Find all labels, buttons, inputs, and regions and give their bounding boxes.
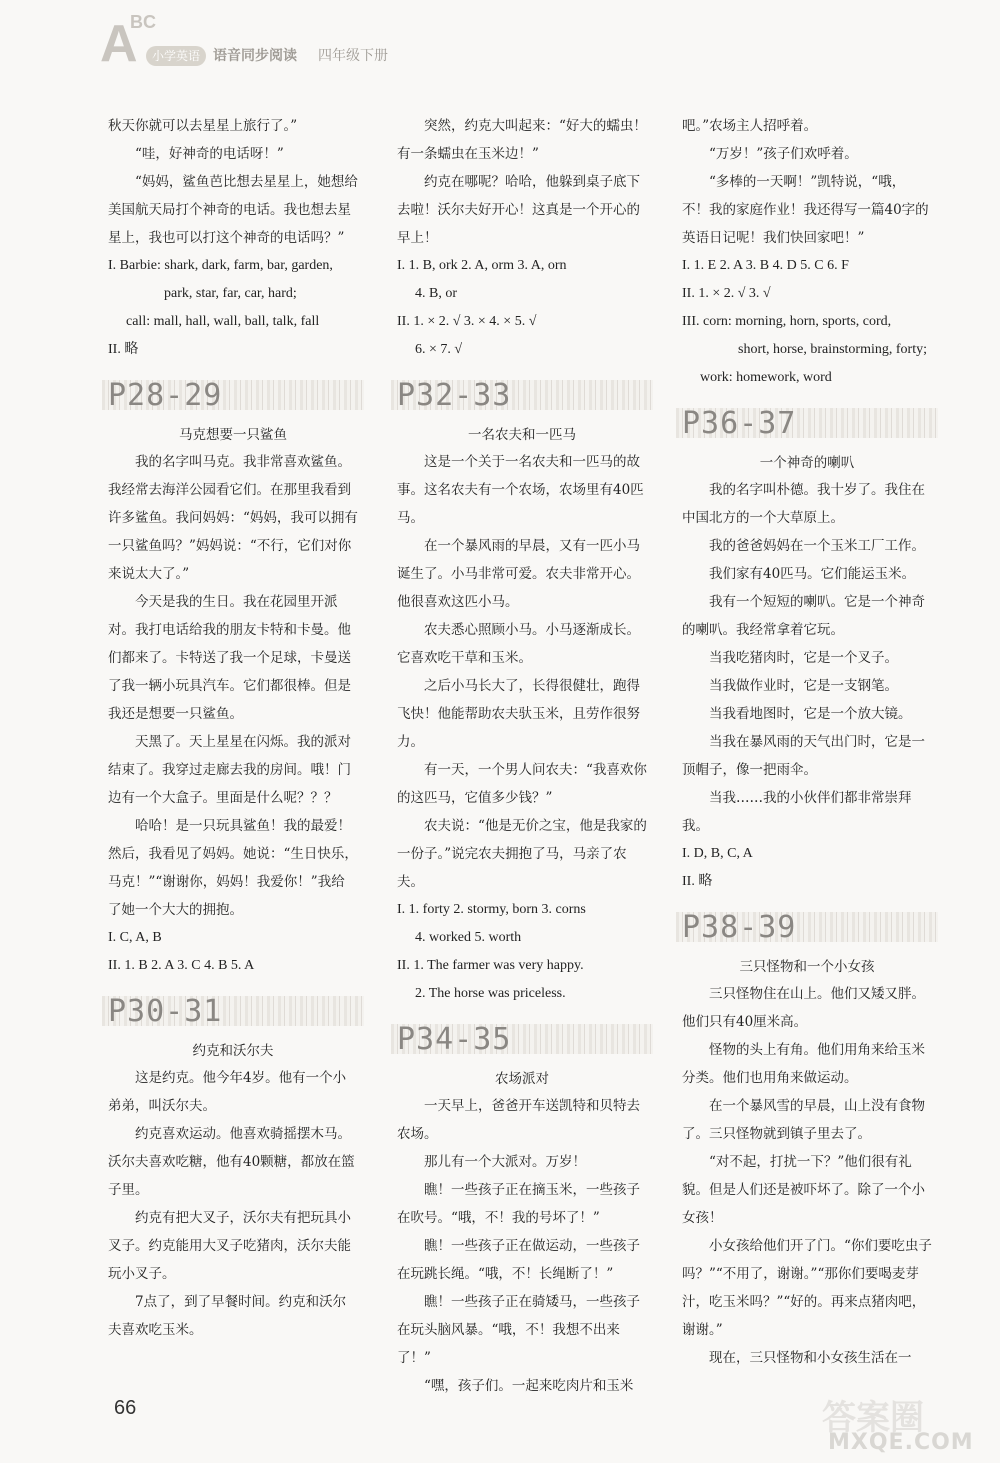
page-range-label: P34-35 [397,1022,512,1057]
column-middle [397,112,647,1400]
watermark [822,1390,972,1458]
story-paragraph: 在一个暴风雪的早晨，山上没有食物了。三只怪物就到镇子里去了。 [682,1098,925,1142]
story-paragraph: 农夫悉心照顾小马。小马逐渐成长。它喜欢吃干草和玉米。 [397,622,640,666]
story-paragraph: 瞧！一些孩子正在骑矮马，一些孩子在玩头脑风暴。“哦，不！我想不出来了！” [397,1294,640,1366]
story-paragraph: “多棒的一天啊！”凯特说，“哦，不！我的家庭作业！我还得写一篇40字的英语日记呢！我们快回家吧！” [682,174,929,246]
story-paragraph: 当我看地图时，它是一个放大镜。 [709,706,912,722]
story-title: 约克和沃尔夫 [192,1043,274,1059]
story-paragraph: 怪物的头上有角。他们用角来给玉米分类。他们也用角来做运动。 [682,1042,925,1086]
answer-line: short, horse, brainstorming, forty; [738,342,927,357]
answer-line: II. 略 [682,874,713,889]
story-paragraph: 当我做作业时，它是一支钢笔。 [709,678,898,694]
story-paragraph: 小女孩给他们开了门。“你们要吃虫子吗？”“不用了，谢谢。”“那你们要喝麦芽汁，吃玉米吗？”“好的。再来点猪肉吧，谢谢。” [682,1238,932,1338]
story-paragraph: 当我在暴风雨的天气出门时，它是一顶帽子，像一把雨伞。 [682,734,925,778]
answer-line: I. 1. forty 2. stormy, born 3. corns [397,902,586,917]
page-range-heading [391,372,653,418]
story-paragraph: 我的名字叫朴德。我十岁了。我住在中国北方的一个大草原上。 [682,482,925,526]
answer-line: 4. B, or [415,286,457,301]
answer-line: call: mall, hall, wall, ball, talk, fall [126,314,320,329]
story-paragraph: 有一天，一个男人问农夫：“我喜欢你的这匹马，它值多少钱？” [397,762,647,806]
answer-line: I. Barbie: shark, dark, farm, bar, garden, [108,258,333,273]
story-paragraph: 当我……我的小伙伴们都非常崇拜我。 [682,790,912,834]
answer-line: II. 1. × 2. √ 3. √ [682,286,771,301]
page-range-label: P32-33 [397,378,512,413]
story-paragraph: 约克有把大叉子，沃尔夫有把玩具小叉子。约克能用大叉子吃猪肉，沃尔夫能玩小叉子。 [108,1210,351,1282]
page-range-label: P30-31 [108,994,223,1029]
story-paragraph: 瞧！一些孩子正在摘玉米，一些孩子在吹号。“哦，不！我的号坏了！” [397,1182,640,1226]
series-badge: 小学英语 [146,46,206,66]
page-header [0,0,1000,80]
answer-line: work: homework, word [700,370,832,385]
page-range-heading [102,372,364,418]
answer-line: I. C, A, B [108,930,162,945]
story-title: 一个神奇的喇叭 [759,455,855,471]
story-paragraph: 7点了，到了早餐时间。约克和沃尔夫喜欢吃玉米。 [108,1294,347,1338]
logo-letters-bc: BC [130,12,156,32]
story-title: 一名农夫和一匹马 [468,427,576,443]
story-paragraph: 当我吃猪肉时，它是一个叉子。 [709,650,898,666]
page-range-heading [391,1016,653,1062]
page-range-heading [676,904,938,950]
answer-line: II. 1. B 2. A 3. C 4. B 5. A [108,958,255,973]
story-title: 农场派对 [495,1071,549,1087]
story-title: 马克想要一只鲨鱼 [179,427,287,443]
story-paragraph: 秋天你就可以去星星上旅行了。” [108,118,298,134]
grade-label: 四年级下册 [318,48,388,64]
page-number: 66 [114,1397,137,1419]
page-range-label: P36-37 [682,406,797,441]
story-paragraph: 我的名字叫马克。我非常喜欢鲨鱼。我经常去海洋公园看它们。在那里我看到许多鲨鱼。我问妈妈：“妈妈，我可以拥有一只鲨鱼吗？”妈妈说：“不行，它们对你来说太大了。” [108,454,358,582]
story-paragraph: 三只怪物住在山上。他们又矮又胖。他们只有40厘米高。 [682,986,925,1030]
page-range-heading [102,988,364,1034]
column-left [108,112,358,1344]
story-paragraph: “对不起，打扰一下？”他们很有礼貌。但是人们还是被吓坏了。除了一个小女孩！ [682,1154,925,1226]
answer-line: II. 1. × 2. √ 3. × 4. × 5. √ [397,314,537,329]
logo-letter-a: A [100,15,138,73]
answer-line: I. 1. E 2. A 3. B 4. D 5. C 6. F [682,258,849,273]
story-paragraph: “万岁！”孩子们欢呼着。 [709,146,858,162]
story-paragraph: 这是约克。他今年4岁。他有一个小弟弟，叫沃尔夫。 [108,1070,347,1114]
story-title: 三只怪物和一个小女孩 [739,959,875,975]
page-range-label: P38-39 [682,910,797,945]
story-paragraph: 在一个暴风雨的早晨，又有一匹小马诞生了。小马非常可爱。农夫非常开心。他很喜欢这匹小马。 [397,538,640,610]
answer-line: III. corn: morning, horn, sports, cord, [682,314,892,329]
story-paragraph: “哇，好神奇的电话呀！” [135,146,284,162]
story-paragraph: 我的爸爸妈妈在一个玉米工厂工作。 [709,538,925,554]
book-title: 语音同步阅读 [213,48,297,64]
column-right [682,112,932,1372]
watermark-url: MXQE.COM [828,1430,974,1455]
answer-line: park, star, far, car, hard; [164,286,297,301]
answer-line: 4. worked 5. worth [415,930,522,945]
page-range-heading [676,400,938,446]
story-paragraph: 瞧！一些孩子正在做运动，一些孩子在玩跳长绳。“哦，不！长绳断了！” [397,1238,640,1282]
page-range-label: P28-29 [108,378,223,413]
story-paragraph: 现在，三只怪物和小女孩生活在一 [709,1350,912,1366]
answer-line: II. 1. The farmer was very happy. [397,958,584,973]
story-paragraph: 一天早上，爸爸开车送凯特和贝特去农场。 [397,1098,640,1142]
story-paragraph: 我们家有40匹马。它们能运玉米。 [709,566,916,582]
answer-line: I. 1. B, ork 2. A, orm 3. A, orn [397,258,567,273]
answer-line: I. D, B, C, A [682,846,753,861]
story-paragraph: 吧。”农场主人招呼着。 [682,118,818,134]
story-paragraph: 今天是我的生日。我在花园里开派对。我打电话给我的朋友卡特和卡曼。他们都来了。卡特送了我一个足球，卡曼送了我一辆小玩具汽车。它们都很棒。但是我还是想要一只鲨鱼。 [108,594,351,722]
story-paragraph: 这是一个关于一名农夫和一匹马的故事。这名农夫有一个农场，农场里有40匹马。 [397,454,644,526]
story-paragraph: 天黑了。天上星星在闪烁。我的派对结束了。我穿过走廊去我的房间。哦！门边有一个大盒子。里面是什么呢？？？ [108,734,351,806]
story-paragraph: 突然，约克大叫起来：“好大的蠕虫！有一条蠕虫在玉米边！” [397,118,647,162]
story-paragraph: 之后小马长大了，长得很健壮，跑得飞快！他能帮助农夫驮玉米，且劳作很努力。 [397,678,640,750]
story-paragraph: “妈妈，鲨鱼芭比想去星星上，她想给美国航天局打个神奇的电话。我也想去星星上，我也可以打这个神奇的电话吗？” [108,174,358,246]
answer-line: 6. × 7. √ [415,342,463,357]
story-paragraph: 哈哈！是一只玩具鲨鱼！我的最爱！然后，我看见了妈妈。她说：“生日快乐，马克！”“谢谢你，妈妈！我爱你！”我给了她一个大大的拥抱。 [108,818,358,918]
story-paragraph: 我有一个短短的喇叭。它是一个神奇的喇叭。我经常拿着它玩。 [682,594,925,638]
story-paragraph: 农夫说：“他是无价之宝，他是我家的一份子。”说完农夫拥抱了马，马亲了农夫。 [397,818,647,890]
watermark-text: 答案圈 [822,1398,924,1438]
story-paragraph: 约克在哪呢？哈哈，他躲到桌子底下去啦！沃尔夫好开心！这真是一个开心的早上！ [397,174,640,246]
answer-line: 2. The horse was priceless. [415,986,566,1001]
story-paragraph: 约克喜欢运动。他喜欢骑摇摆木马。沃尔夫喜欢吃糖，他有40颗糖，都放在篮子里。 [108,1126,355,1198]
answer-line: II. 略 [108,342,139,357]
story-paragraph: 那儿有一个大派对。万岁！ [424,1154,586,1170]
story-paragraph: “嘿，孩子们。一起来吃肉片和玉米 [424,1378,634,1394]
